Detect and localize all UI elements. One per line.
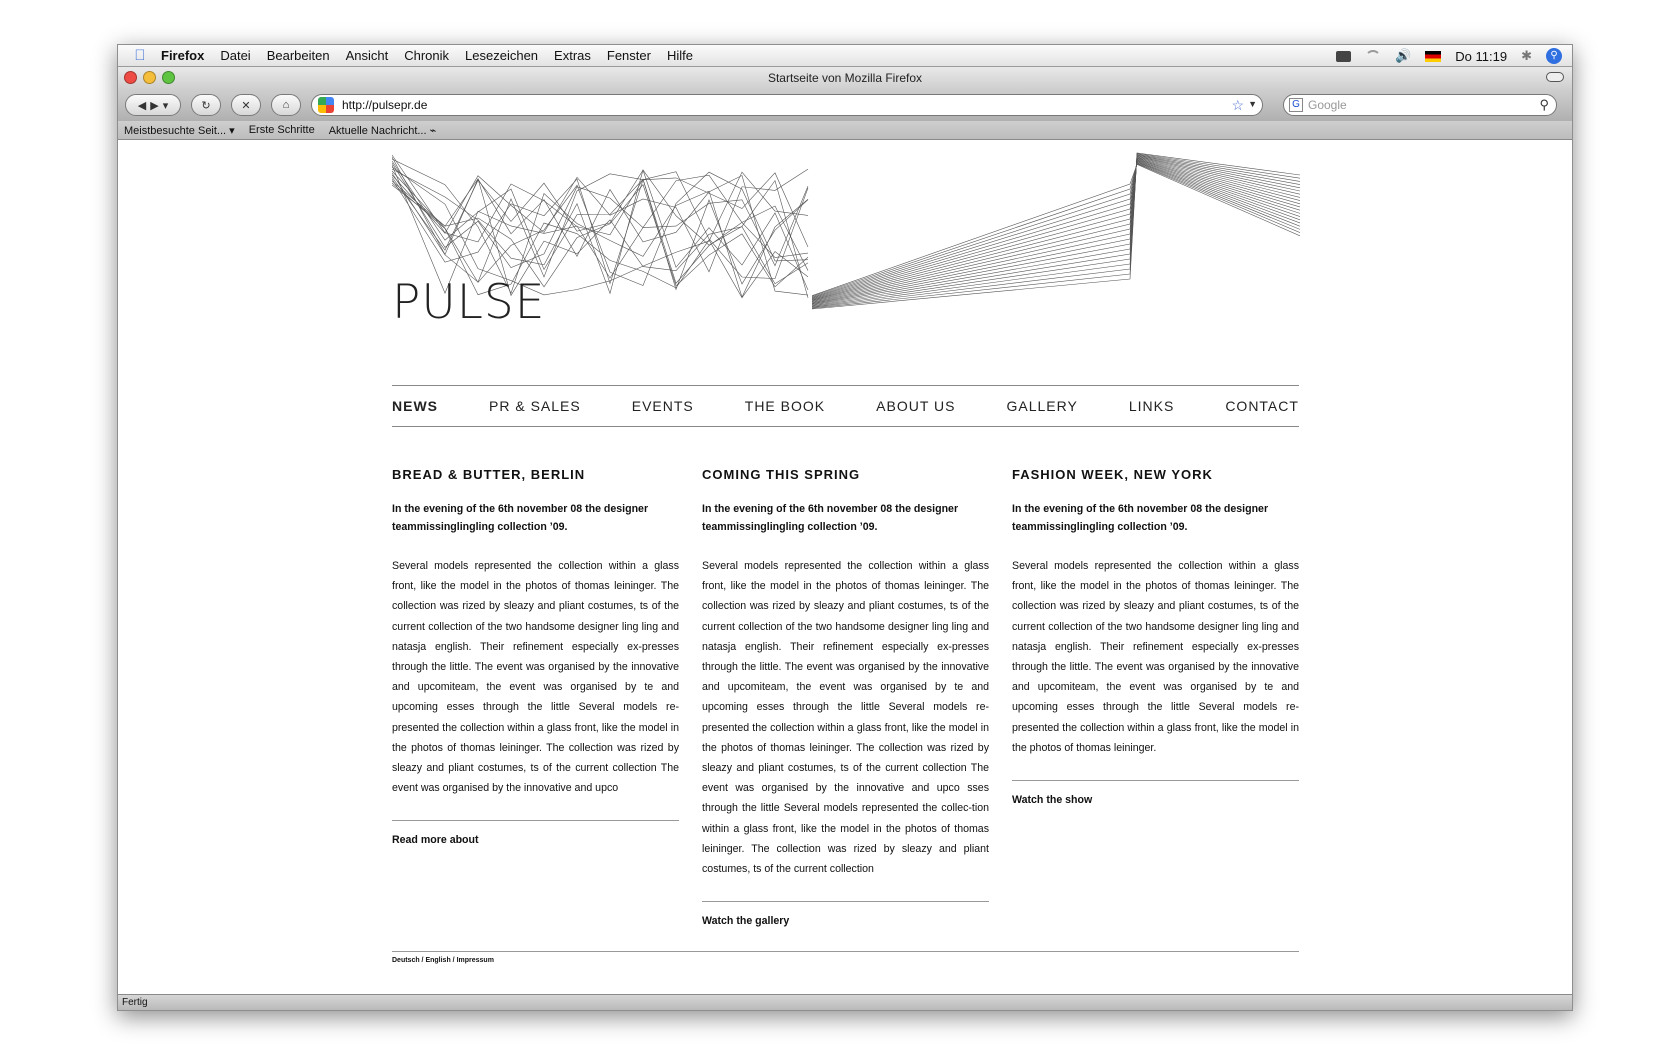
stop-button[interactable] [231,94,261,116]
nav-links[interactable]: LINKS [1128,398,1175,414]
browser-window [117,44,1573,1011]
page-content [118,141,1572,996]
menubar-clock[interactable]: Do 11:19 [1455,48,1508,64]
search-engine-icon[interactable]: G [1289,98,1303,112]
article-title: BREAD & BUTTER, BERLIN [392,467,586,482]
bookmark-most-visited[interactable]: Meistbesuchte Seit... ▾ [124,124,235,137]
article-lead: In the evening of the 6th november 08 the designer teammissinglingling collection ’09. [1012,503,1269,533]
menubar-extras [1336,45,1562,67]
wifi-icon[interactable] [1365,50,1381,62]
zoom-window-button[interactable] [162,71,175,84]
display-icon[interactable] [1336,51,1351,62]
search-placeholder[interactable]: Google [1308,98,1347,112]
site-logo[interactable]: PULSE [392,275,546,330]
history-dropdown-icon[interactable]: ▾ [162,99,169,112]
bookmarks-toolbar [118,121,1572,140]
status-bar: Fertig [118,994,1572,1010]
spotlight-icon[interactable]: ⚲ [1546,48,1562,64]
read-more-link[interactable]: Read more about [392,834,479,847]
menu-bearbeiten[interactable]: Bearbeiten [266,48,330,63]
window-controls [124,71,175,84]
article-body: Several models represented the collection within a glass front, like the model in the photos of thomas leininger. The collection was rized by sleazy and pliant costumes, ts of the current collection of the two handsome designer ling ling and natasja english. Their refinement especially ex-presses through the little. The event was organised by the innovative and upcomiteam, the event was organised by te and upcoming esses through the little Several models re-presented the collection within a glass front, like the model in the photos of thomas leininger. [1012,560,1299,754]
bookmark-getting-started[interactable]: Erste Schritte [248,124,315,136]
bookmark-star-icon[interactable]: ☆ [1231,97,1244,113]
navigation-toolbar [118,89,1572,121]
article-fashion-week [1012,467,1299,927]
apple-icon[interactable] [131,47,149,65]
menu-app-name[interactable]: Firefox [161,48,205,63]
stop-icon: ✕ [241,99,251,112]
menu-extras[interactable]: Extras [554,48,591,63]
reload-button[interactable] [191,94,221,116]
article-title: FASHION WEEK, NEW YORK [1012,467,1213,482]
bluetooth-icon[interactable]: ✱ [1521,48,1532,63]
nav-events[interactable]: EVENTS [631,398,694,414]
menu-ansicht[interactable]: Ansicht [345,48,389,63]
main-nav [392,385,1299,427]
menu-chronik[interactable]: Chronik [404,48,450,63]
close-window-button[interactable] [124,71,137,84]
site-favicon-icon [318,97,334,113]
article-lead: In the evening of the 6th november 08 the designer teammissinglingling collection ’09. [392,503,649,533]
watch-show-link[interactable]: Watch the show [1012,794,1093,807]
reload-icon: ↻ [201,99,211,112]
home-button[interactable] [271,94,301,116]
menu-fenster[interactable]: Fenster [606,48,651,63]
back-arrow-icon[interactable]: ◀ [137,99,147,112]
mac-menubar [118,45,1572,67]
address-url[interactable]: http://pulsepr.de [342,98,428,112]
home-icon: ⌂ [282,99,290,111]
menu-hilfe[interactable]: Hilfe [666,48,693,63]
news-columns [392,467,1300,927]
article-body: Several models represented the collection within a glass front, like the model in the photos of thomas leininger. The collection was rized by sleazy and pliant costumes, ts of the current collection of the two handsome designer ling ling and natasja english. Their refinement especially ex-presses through the little. The event was organised by the innovative and upcomiteam, the event was organised by te and upcoming esses through the little Several models re-presented the collection within a glass front, like the model in the photos of thomas leininger. The collection was rized by sleazy and pliant costumes, ts of the current collection The event was organised by the innovative and upco sses through the little Several models represented the collec-tion within a glass front, like the model in the photos of thomas leininger. The collection was rized by sleazy and pliant costumes, ts of the current collection [702,560,989,876]
menu-lesezeichen[interactable]: Lesezeichen [465,48,539,63]
window-title: Startseite von Mozilla Firefox [767,71,923,85]
minimize-window-button[interactable] [143,71,156,84]
watch-gallery-link[interactable]: Watch the gallery [702,915,790,928]
article-body: Several models represented the collection within a glass front, like the model in the photos of thomas leininger. The collection was rized by sleazy and pliant costumes, ts of the current collection of the two handsome designer ling ling and natasja english. Their refinement especially ex-presses through the little. The event was organised by the innovative and upcomiteam, the event was organised by te and upcoming esses through the little Several models re-presented the collection within a glass front, like the model in the photos of thomas leininger. The collection was rized by sleazy and pliant costumes, ts of the current collection The event was organised by the innovative and upco [392,560,679,795]
toolbar-toggle-button[interactable] [1546,72,1564,82]
forward-arrow-icon[interactable]: ▶ [150,99,159,112]
address-bar[interactable] [311,94,1263,116]
article-title: COMING THIS SPRING [702,467,861,482]
url-dropdown-icon[interactable]: ▼ [1248,99,1257,109]
title-bar [118,67,1572,89]
article-bread-butter [392,467,679,927]
search-bar[interactable] [1283,94,1557,116]
nav-news[interactable]: NEWS [392,398,438,414]
article-divider [392,820,679,821]
article-divider [1012,780,1299,781]
nav-gallery[interactable]: GALLERY [1006,398,1078,414]
volume-icon[interactable]: 🔊 [1395,48,1412,63]
search-icon[interactable]: ⚲ [1539,97,1549,112]
nav-the-book[interactable]: THE BOOK [744,398,826,414]
menu-datei[interactable]: Datei [220,48,251,63]
article-divider [702,901,989,902]
article-coming-spring [702,467,989,927]
back-forward-buttons [125,94,181,116]
german-flag-icon[interactable] [1425,51,1441,62]
nav-pr-sales[interactable]: PR & SALES [489,398,581,414]
nav-about-us[interactable]: ABOUT US [876,398,956,414]
article-lead: In the evening of the 6th november 08 the designer teammissinglingling collection ’09. [702,503,959,533]
site-footer[interactable]: Deutsch / English / Impressum [392,951,1299,964]
nav-contact[interactable]: CONTACT [1225,398,1299,414]
bookmark-latest-headlines[interactable]: Aktuelle Nachricht... ⌁ [328,124,437,137]
